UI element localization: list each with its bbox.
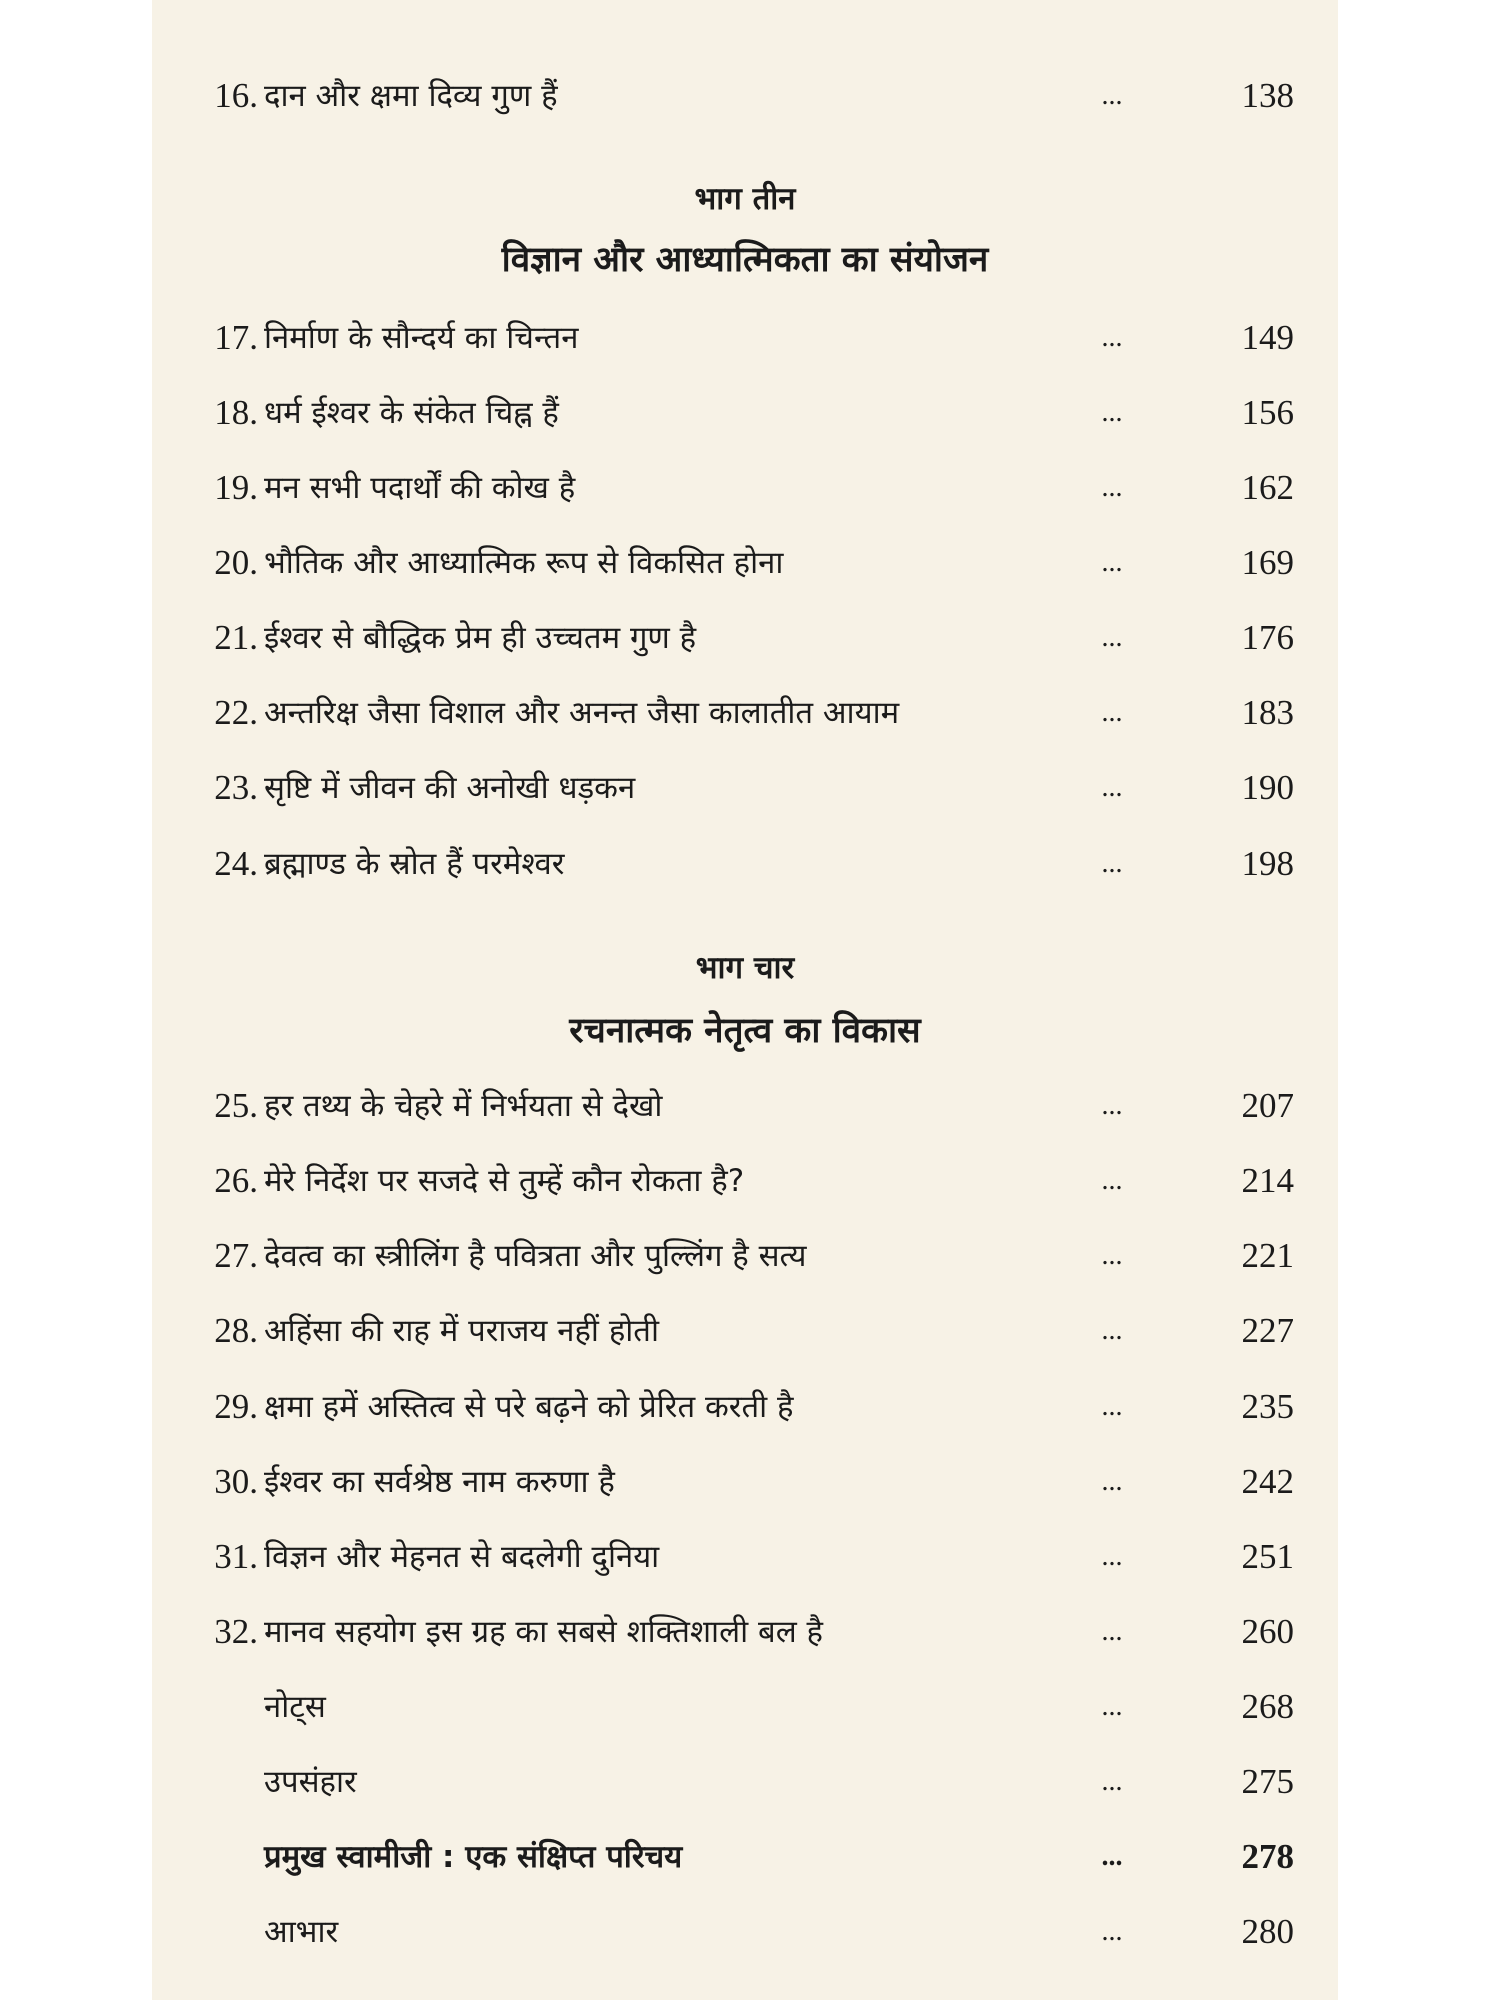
entry-page-number: 183: [1241, 693, 1294, 732]
entry-number: 29.: [214, 1387, 258, 1426]
entry-title: देवत्व का स्त्रीलिंग है पवित्रता और पुल्लिंग है सत्य: [264, 1238, 807, 1274]
toc-entry[interactable]: [152, 537, 1338, 589]
entry-title: निर्माण के सौन्दर्य का चिन्तन: [264, 320, 579, 356]
entry-page-number: 221: [1241, 1236, 1294, 1275]
entry-title: दान और क्षमा दिव्य गुण हैं: [264, 78, 558, 114]
entry-leader: ...: [1101, 1841, 1123, 1872]
entry-number: 20.: [214, 543, 258, 582]
entry-title: प्रमुख स्वामीजी : एक संक्षिप्त परिचय: [264, 1839, 683, 1875]
entry-title: अहिंसा की राह में पराजय नहीं होती: [264, 1313, 660, 1349]
entry-title: उपसंहार: [264, 1764, 357, 1800]
entry-title: आभार: [264, 1914, 339, 1950]
part4-title: रचनात्मक नेतृत्व का विकास: [569, 1011, 921, 1051]
toc-entry[interactable]: [152, 1606, 1338, 1658]
entry-title: हर तथ्य के चेहरे में निर्भयता से देखो: [264, 1088, 663, 1124]
entry-leader: ...: [1101, 622, 1123, 653]
entry-title: ईश्वर का सर्वश्रेष्ठ नाम करुणा है: [264, 1464, 615, 1500]
entry-title: सृष्टि में जीवन की अनोखी धड़कन: [264, 770, 636, 806]
entry-leader: ...: [1101, 472, 1123, 503]
entry-title: मानव सहयोग इस ग्रह का सबसे शक्तिशाली बल है: [264, 1614, 824, 1650]
toc-entry-introduction[interactable]: [152, 1831, 1338, 1883]
toc-entry[interactable]: [152, 387, 1338, 439]
entry-number: 26.: [214, 1161, 258, 1200]
toc-entry[interactable]: [152, 1230, 1338, 1282]
entry-number: 32.: [214, 1612, 258, 1651]
toc-entry[interactable]: [152, 1456, 1338, 1508]
toc-entry[interactable]: [152, 1531, 1338, 1583]
entry-page-number: 242: [1241, 1462, 1294, 1501]
entry-title: नोट्स: [264, 1689, 326, 1725]
entry-page-number: 268: [1241, 1687, 1294, 1726]
entry-leader: ...: [1101, 1691, 1123, 1722]
toc-entry-epilogue[interactable]: [152, 1756, 1338, 1808]
entry-title: मेरे निर्देश पर सजदे से तुम्हें कौन रोकता है?: [264, 1163, 745, 1199]
toc-entry[interactable]: [152, 687, 1338, 739]
entry-leader: ...: [1101, 772, 1123, 803]
entry-page-number: 149: [1241, 318, 1294, 357]
entry-number: 24.: [214, 844, 258, 883]
entry-title: भौतिक और आध्यात्मिक रूप से विकसित होना: [264, 545, 784, 581]
entry-number: 31.: [214, 1537, 258, 1576]
entry-leader: ...: [1101, 1466, 1123, 1497]
entry-leader: ...: [1101, 1315, 1123, 1346]
entry-title: विज्ञन और मेहनत से बदलेगी दुनिया: [264, 1539, 660, 1575]
entry-leader: ...: [1101, 322, 1123, 353]
entry-page-number: 278: [1241, 1837, 1294, 1876]
entry-title: अन्तरिक्ष जैसा विशाल और अनन्त जैसा कालातीत आयाम: [264, 695, 900, 731]
entry-page-number: 138: [1241, 76, 1294, 115]
part3-title: विज्ञान और आध्यात्मिकता का संयोजन: [501, 240, 989, 280]
entry-page-number: 214: [1241, 1161, 1294, 1200]
entry-leader: ...: [1101, 547, 1123, 578]
entry-page-number: 280: [1241, 1912, 1294, 1951]
entry-page-number: 251: [1241, 1537, 1294, 1576]
entry-number: 28.: [214, 1311, 258, 1350]
entry-leader: ...: [1101, 1616, 1123, 1647]
entry-page-number: 176: [1241, 618, 1294, 657]
part3-label: भाग तीन: [694, 181, 796, 217]
entry-title: ईश्वर से बौद्धिक प्रेम ही उच्चतम गुण है: [264, 620, 697, 656]
toc-entry[interactable]: [152, 1381, 1338, 1433]
entry-number: 23.: [214, 768, 258, 807]
entry-page-number: 156: [1241, 393, 1294, 432]
entry-number: 27.: [214, 1236, 258, 1275]
entry-leader: ...: [1101, 697, 1123, 728]
entry-page-number: 190: [1241, 768, 1294, 807]
part4-label: भाग चार: [695, 950, 795, 986]
entry-number: 19.: [214, 468, 258, 507]
toc-entry[interactable]: [152, 612, 1338, 664]
toc-entry-acknowledgements[interactable]: [152, 1906, 1338, 1958]
entry-number: 18.: [214, 393, 258, 432]
entry-page-number: 162: [1241, 468, 1294, 507]
toc-entry[interactable]: [152, 1305, 1338, 1357]
entry-leader: ...: [1101, 80, 1123, 111]
entry-number: 25.: [214, 1086, 258, 1125]
toc-entry[interactable]: [152, 762, 1338, 814]
entry-number: 30.: [214, 1462, 258, 1501]
toc-page: [152, 0, 1338, 2000]
toc-entry[interactable]: [152, 1155, 1338, 1207]
entry-number: 21.: [214, 618, 258, 657]
entry-page-number: 198: [1241, 844, 1294, 883]
entry-page-number: 260: [1241, 1612, 1294, 1651]
toc-entry[interactable]: [152, 1080, 1338, 1132]
entry-leader: ...: [1101, 1541, 1123, 1572]
entry-leader: ...: [1101, 397, 1123, 428]
entry-leader: ...: [1101, 848, 1123, 879]
entry-page-number: 235: [1241, 1387, 1294, 1426]
entry-title: मन सभी पदार्थों की कोख है: [264, 470, 576, 506]
entry-page-number: 169: [1241, 543, 1294, 582]
toc-entry[interactable]: [152, 462, 1338, 514]
entry-leader: ...: [1101, 1090, 1123, 1121]
entry-number: 17.: [214, 318, 258, 357]
entry-leader: ...: [1101, 1391, 1123, 1422]
entry-number: 16.: [214, 76, 258, 115]
entry-page-number: 227: [1241, 1311, 1294, 1350]
entry-leader: ...: [1101, 1916, 1123, 1947]
entry-title: ब्रह्माण्ड के स्रोत हैं परमेश्वर: [264, 846, 565, 882]
entry-page-number: 275: [1241, 1762, 1294, 1801]
entry-leader: ...: [1101, 1766, 1123, 1797]
entry-page-number: 207: [1241, 1086, 1294, 1125]
toc-entry-notes[interactable]: [152, 1681, 1338, 1733]
toc-entry[interactable]: [152, 838, 1338, 890]
entry-leader: ...: [1101, 1165, 1123, 1196]
entry-number: 22.: [214, 693, 258, 732]
entry-leader: ...: [1101, 1240, 1123, 1271]
toc-entry[interactable]: [152, 70, 1338, 122]
entry-title: क्षमा हमें अस्तित्व से परे बढ़ने को प्रेरित करती है: [264, 1389, 794, 1425]
entry-title: धर्म ईश्वर के संकेत चिह्न हैं: [264, 395, 559, 431]
toc-entry[interactable]: [152, 312, 1338, 364]
